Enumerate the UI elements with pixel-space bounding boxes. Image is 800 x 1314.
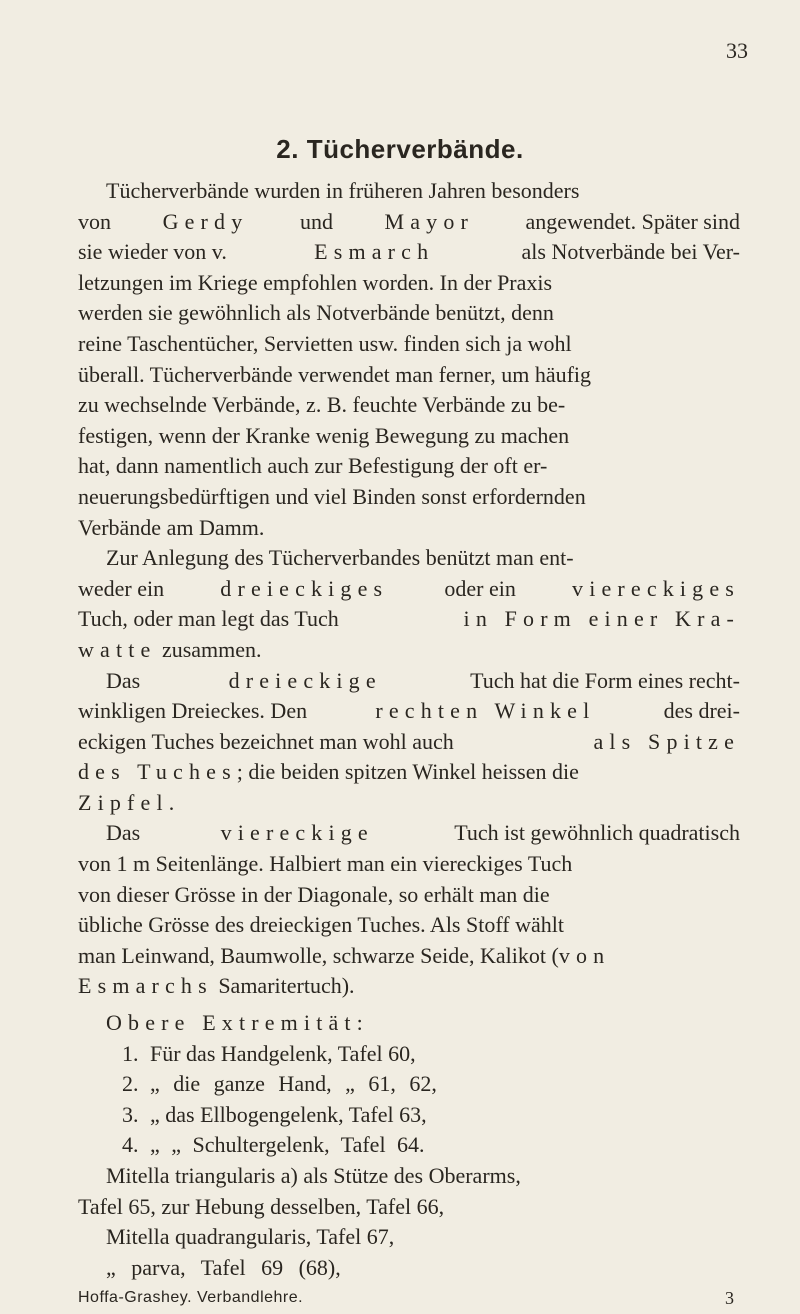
line-text: von [78, 208, 111, 234]
text-line [78, 666, 740, 697]
text-line [78, 482, 740, 513]
text-line [78, 268, 740, 299]
line-text: als Notverbände bei Ver- [521, 239, 740, 265]
list-text: „ das Ellbogengelenk, Tafel 63, [150, 1101, 427, 1127]
text-line [78, 727, 740, 758]
text-line [78, 635, 740, 666]
text-line [78, 421, 740, 452]
line-text: Verbände am Damm. [78, 514, 265, 540]
line-text: oder ein [444, 575, 516, 601]
line-text: hat, dann namentlich auch zur Befestigung der oft er- [78, 453, 548, 479]
line-text: Tücherverbände wurden in früheren Jahren besonders [106, 178, 580, 203]
text-line [78, 910, 740, 941]
line-text: man Leinwand, Baumwolle, schwarze Seide, Kalikot ( [78, 942, 559, 968]
line-text: neuerungsbedürftigen und viel Binden sonst erfordernden [78, 483, 586, 509]
line-text: werden sie gewöhnlich als Notverbände benützt, denn [78, 300, 554, 326]
spaced-name: Esmarchs [78, 973, 213, 999]
spaced-name: Gerdy [162, 208, 249, 234]
page-number: 33 [726, 38, 748, 63]
spaced-word: Zipfel [78, 789, 169, 815]
line-text: ; die beiden spitzen Winkel heissen die [236, 759, 579, 785]
spaced-word: in Form einer Kra- [463, 606, 740, 632]
text-line [78, 757, 740, 788]
spaced-name: Mayor [384, 208, 474, 234]
text-line [78, 574, 740, 605]
line-text: winkligen Dreieckes. Den [78, 698, 308, 724]
text-line [78, 298, 740, 329]
line-text: eckigen Tuches bezeichnet man wohl auch [78, 728, 454, 754]
text-line [78, 1222, 740, 1253]
list-item [94, 1069, 740, 1100]
line-text: Das [106, 820, 141, 846]
text-line [78, 543, 740, 574]
text-line [78, 176, 740, 207]
spaced-word: viereckige [220, 820, 374, 846]
text-line [78, 880, 740, 911]
line-text: weder ein [78, 575, 165, 601]
line-text: Mitella triangularis a) als Stütze des Oberarms, [106, 1163, 521, 1188]
spaced-word: als Spitze [593, 728, 740, 754]
text-line [78, 237, 740, 268]
text-line [78, 360, 740, 391]
spaced-word: dreieckige [228, 667, 382, 693]
line-text: Mitella quadrangularis, Tafel 67, [106, 1224, 395, 1250]
text-line [78, 971, 740, 1002]
list-number: 4. [122, 1132, 139, 1158]
list-number: 2. [122, 1071, 139, 1097]
text-line [78, 1161, 740, 1192]
line-text: Tafel 65, zur Hebung desselben, Tafel 66, [78, 1193, 445, 1219]
line-text: Samaritertuch). [218, 973, 355, 999]
list-item [94, 1100, 740, 1131]
line-text: übliche Grösse des dreieckigen Tuches. Als Stoff wählt [78, 912, 564, 938]
subheading-text: Obere Extremität: [106, 1010, 369, 1036]
line-text: letzungen im Kriege empfohlen worden. In der Praxis [78, 269, 553, 295]
subheading [78, 1008, 740, 1039]
text-line [78, 604, 740, 635]
text-line [78, 451, 740, 482]
plate-list [78, 1039, 740, 1161]
line-text: überall. Tücherverbände verwendet man ferner, um häufig [78, 361, 592, 387]
text-line [78, 696, 740, 727]
spaced-word: des Tuches [78, 759, 237, 785]
line-text: Zur Anlegung des Tücherverbandes benützt man ent- [106, 545, 574, 571]
line-text: Tuch hat die Form eines recht- [470, 667, 740, 693]
text-line [78, 818, 740, 849]
list-item [94, 1130, 740, 1161]
text-line [78, 207, 740, 238]
line-text: Tuch ist gewöhnlich quadratisch [454, 820, 740, 846]
text-line [78, 1192, 740, 1223]
list-number: 1. [122, 1040, 139, 1066]
list-text: „ die ganze Hand, „ 61, 62, [150, 1071, 437, 1097]
list-item [94, 1039, 740, 1070]
line-text: zusammen. [161, 636, 262, 662]
signature-mark: 3 [725, 1288, 734, 1309]
spaced-word: von [558, 942, 611, 968]
text-line [78, 329, 740, 360]
spaced-word: rechten Winkel [375, 698, 596, 724]
list-text: Für das Handgelenk, Tafel 60, [150, 1040, 416, 1066]
line-text: sie wieder von v. [78, 239, 227, 265]
spaced-word: watte [78, 636, 157, 662]
text-line [78, 849, 740, 880]
text-line [78, 941, 740, 972]
text-line: Zipfel . [78, 788, 740, 819]
line-text: Tuch, oder man legt das Tuch [78, 606, 339, 632]
text-line [78, 513, 740, 544]
line-text: angewendet. Später sind [525, 208, 740, 234]
list-number: 3. [122, 1101, 139, 1127]
line-text: von 1 m Seitenlänge. Halbiert man ein viereckiges Tuch [78, 851, 573, 877]
line-text: zu wechselnde Verbände, z. B. feuchte Verbände zu be- [78, 392, 566, 418]
text-line [78, 1253, 740, 1284]
line-text: reine Taschentücher, Servietten usw. finden sich ja wohl [78, 330, 572, 356]
line-text: und [299, 208, 333, 234]
line-text: festigen, wenn der Kranke wenig Bewegung zu machen [78, 422, 570, 448]
footer-imprint: Hoffa-Grashey. Verbandlehre. [78, 1289, 304, 1307]
body-text [78, 176, 740, 1311]
spaced-name: Esmarch [314, 239, 435, 265]
page-footer [78, 1285, 740, 1311]
text-line [78, 390, 740, 421]
line-text: Das [106, 667, 141, 693]
spaced-word: viereckiges [572, 575, 740, 601]
spaced-word: dreieckiges [220, 575, 389, 601]
line-text: des drei- [663, 698, 740, 724]
section-heading: 2. Tücherverbände. [276, 134, 524, 164]
list-text: „ „ Schultergelenk, Tafel 64. [150, 1132, 425, 1158]
line-text: „ parva, Tafel 69 (68), [106, 1254, 341, 1280]
line-text: von dieser Grösse in der Diagonale, so erhält man die [78, 881, 550, 907]
